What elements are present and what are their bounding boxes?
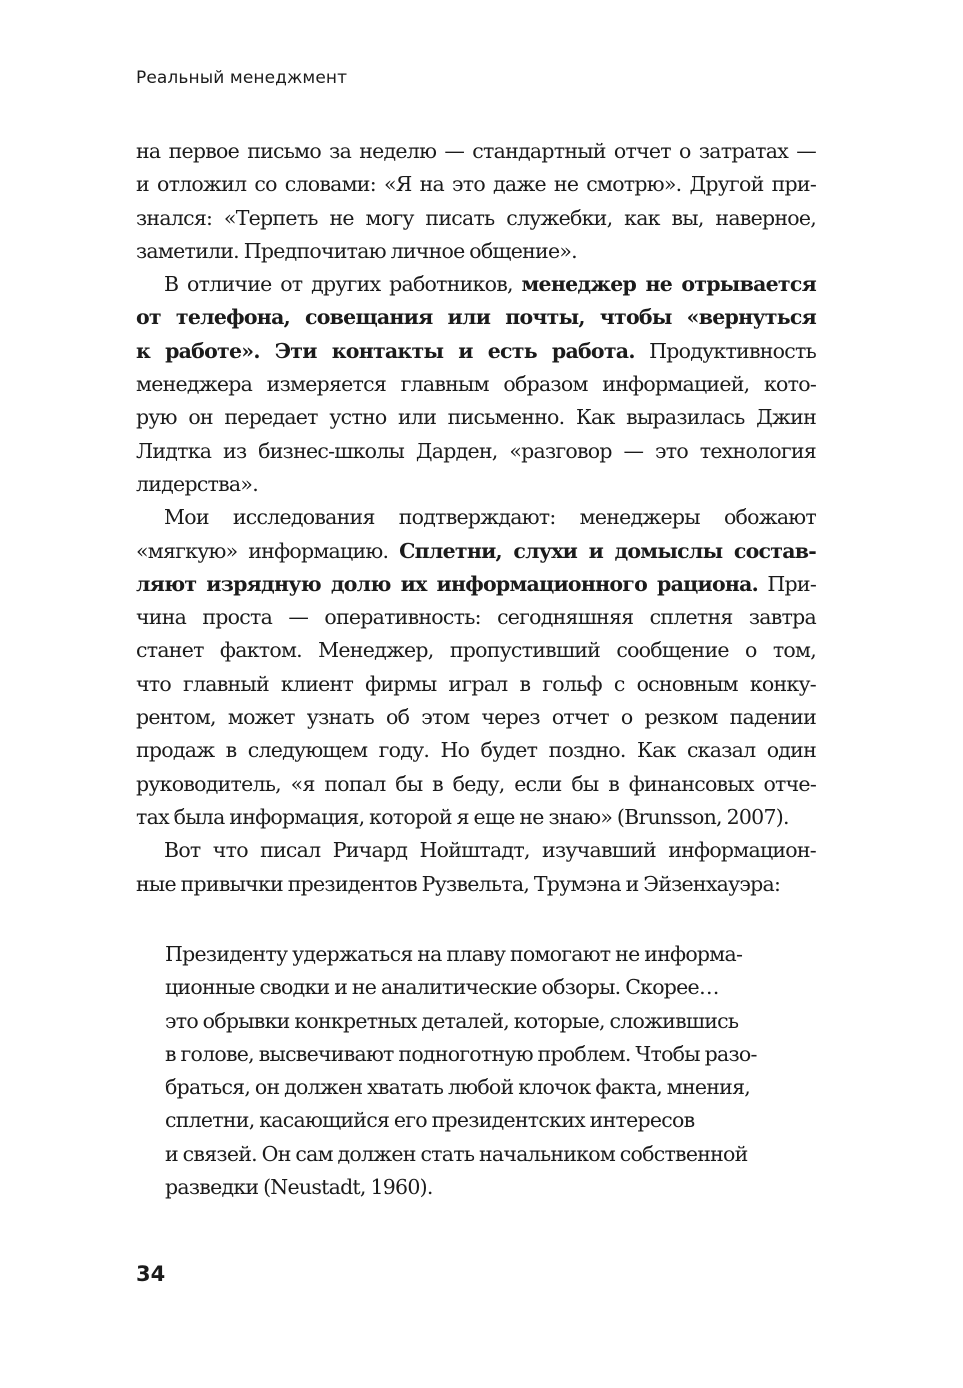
text-run: «мягкую» информацию. [136,538,400,563]
text-line [136,801,816,834]
text-line [136,468,816,501]
text-run: знался: «Терпеть не могу писать служебки, как вы, наверное, [136,205,816,230]
quote-line: браться, он должен хватать любой клочок факта, мнения, [165,1075,751,1100]
text-run: ные привычки президентов Рузвельта, Трумэна и Эйзенхауэра: [136,871,781,896]
bold-run: от телефона, совещания или почты, чтобы «вернуться [136,305,816,330]
text-line [136,501,816,534]
paragraph [136,834,816,901]
page-number: 34 [136,1262,166,1286]
paragraph [136,268,816,501]
text-line [136,368,816,401]
text-line [136,634,816,667]
text-line [136,834,816,867]
text-run: что главный клиент фирмы играл в гольф с основным конку- [136,671,816,696]
paragraph [136,501,816,834]
text-line [136,668,816,701]
text-line [136,601,816,634]
text-run: менеджера измеряется главным образом информацией, кото- [136,372,816,397]
bold-run: ляют изрядную долю их информационного рациона. [136,571,759,596]
text-line [136,701,816,734]
text-run: на первое письмо за неделю — стандартный отчет о затратах — [136,139,816,163]
text-line [136,135,816,168]
quote-line: это обрывки конкретных деталей, которые, сложившись [165,1008,739,1033]
body-text [136,135,816,901]
text-line [136,335,816,368]
quote-line: Президенту удержаться на плаву помогают не информа- [165,942,743,966]
text-line [136,202,816,235]
text-line [136,401,816,434]
text-run: заметили. Предпочитаю личное общение». [136,238,577,263]
text-line [136,868,816,901]
text-run: рентом, может узнать об этом через отчет о резком падении [136,705,816,730]
text-run: и отложил со словами: «Я на это даже не смотрю». Другой при- [136,172,816,197]
text-run: чина проста — оперативность: сегодняшняя сплетня завтра [136,605,816,630]
text-line [136,568,816,601]
text-run: В отличие от других работников, [164,272,522,297]
text-line [136,768,816,801]
text-run: рую он передает устно или письменно. Как выразилась Джин [136,405,816,430]
text-run: станет фактом. Менеджер, пропустивший сообщение о том, [136,638,816,663]
text-run: Мои исследования подтверждают: менеджеры обожают [164,505,816,530]
text-line [136,734,816,767]
text-run: тах была информация, которой я еще не знаю» (Brunsson, 2007). [136,804,789,829]
text-line [136,268,816,301]
text-line [136,535,816,568]
text-line [136,301,816,334]
quote-line: в голове, высвечивают подноготную проблем. Чтобы разо- [165,1041,757,1066]
text-run: Вот что писал Ричард Нойштадт, изучавший информацион- [164,838,816,863]
text-run: продаж в следующем году. Но будет поздно. Как сказал один [136,738,816,763]
bold-run: Сплетни, слухи и домыслы состав- [399,538,816,563]
quote-line: разведки (Neustadt, 1960). [165,1175,433,1200]
running-head: Реальный менеджмент [136,68,348,88]
text-line [136,235,816,268]
quote-line: ционные сводки и не аналитические обзоры. Скорее… [165,975,719,1000]
quote-line: сплетни, касающийся его президентских интересов [165,1108,695,1133]
text-line [136,435,816,468]
text-line [136,168,816,201]
text-run: лидерства». [136,471,258,496]
block-quote [165,938,805,1204]
text-run: При- [758,571,817,596]
text-run: Лидтка из бизнес-школы Дарден, «разговор — это технология [136,438,816,463]
quote-line: и связей. Он сам должен стать начальником собственной [165,1141,748,1166]
paragraph [136,135,816,268]
bold-run: к работе». Эти контакты и есть работа. [136,338,635,363]
bold-run: менеджер не отрывается [521,272,816,297]
text-run: руководитель, «я попал бы в беду, если бы в финансовых отче- [136,771,816,796]
text-run: Продуктивность [634,338,816,363]
